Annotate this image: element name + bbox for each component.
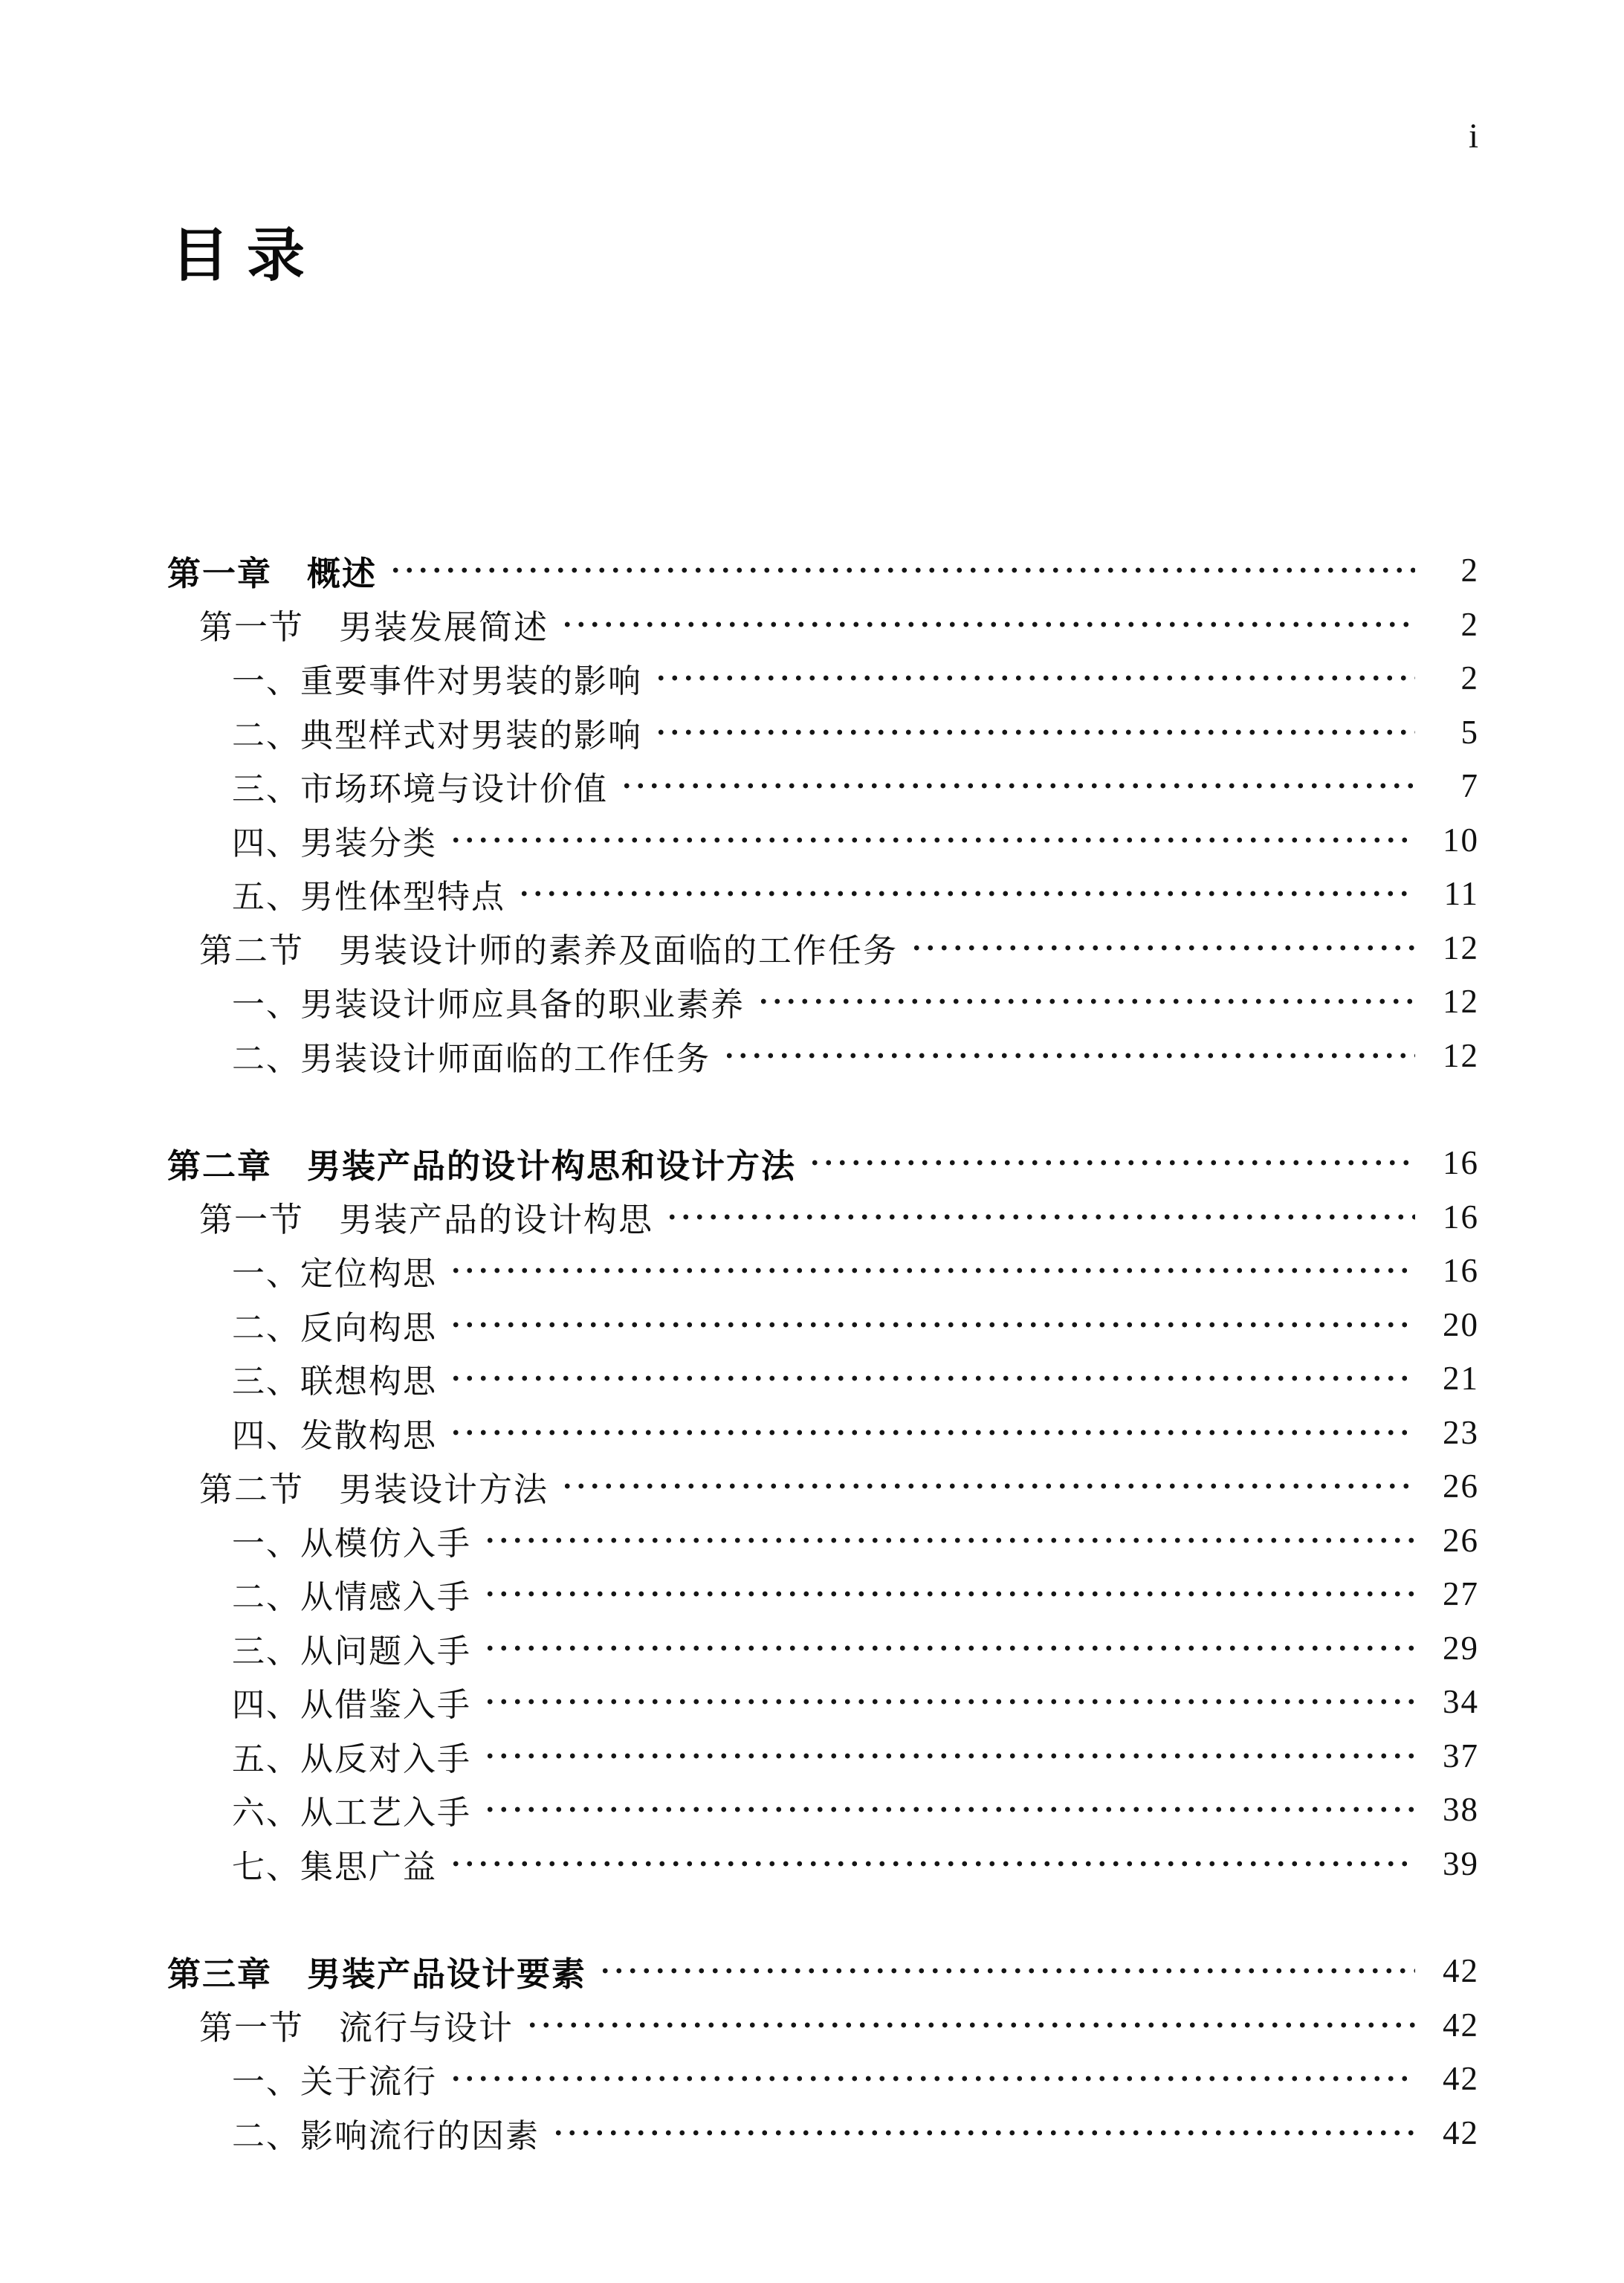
toc-entry-label: 三、从问题入手	[232, 1633, 471, 1670]
toc-entry-page: 42	[1443, 1952, 1479, 1990]
dot-leader	[721, 1029, 1415, 1083]
toc-entry-page: 2	[1460, 605, 1479, 643]
toc-entry-label: 第一节 流行与设计	[199, 2009, 514, 2047]
dot-leader	[664, 1190, 1415, 1244]
toc-entry-page: 23	[1443, 1413, 1479, 1451]
toc-entry-label: 一、定位构思	[232, 1256, 437, 1293]
toc-entry	[0, 1029, 1624, 1083]
toc-entry	[0, 1136, 1624, 1190]
dot-leader	[447, 2052, 1415, 2106]
toc-entry-page: 27	[1443, 1575, 1479, 1613]
toc-entry-page: 38	[1443, 1791, 1479, 1829]
toc-entry-label: 五、男性体型特点	[232, 879, 505, 916]
toc-entry	[0, 543, 1624, 598]
toc-entry-label: 第一章 概述	[167, 554, 378, 592]
toc-group	[0, 543, 1624, 1082]
dot-leader	[447, 1406, 1415, 1460]
toc-entry	[0, 1675, 1624, 1729]
toc-entry	[0, 1190, 1624, 1244]
dot-leader	[653, 705, 1415, 760]
toc-entry-label: 二、影响流行的因素	[232, 2117, 540, 2154]
dot-leader	[447, 1244, 1415, 1298]
toc-entry	[0, 1783, 1624, 1837]
dot-leader	[755, 975, 1415, 1029]
toc-entry-page: 7	[1460, 767, 1479, 805]
toc-entry	[0, 1729, 1624, 1783]
toc-entry-label: 一、男装设计师应具备的职业素养	[232, 986, 745, 1024]
page-number: i	[1468, 117, 1478, 155]
dot-leader	[618, 759, 1415, 813]
toc-entry	[0, 1837, 1624, 1891]
dot-leader	[447, 1837, 1415, 1891]
toc-entry-label: 第三章 男装产品设计要素	[167, 1954, 587, 1993]
toc-entry	[0, 651, 1624, 705]
toc-entry-page: 42	[1443, 2006, 1479, 2044]
dot-leader	[482, 1621, 1415, 1676]
toc-entry	[0, 1244, 1624, 1298]
dot-leader	[653, 651, 1415, 705]
toc-entry-label: 二、从情感入手	[232, 1579, 471, 1616]
toc-entry	[0, 1998, 1624, 2053]
dot-leader	[806, 1136, 1415, 1190]
dot-leader	[447, 1298, 1415, 1352]
toc-entry-label: 四、男装分类	[232, 824, 437, 862]
toc-entry-page: 39	[1443, 1844, 1479, 1882]
toc-entry-page: 16	[1443, 1198, 1479, 1236]
toc-entry-page: 42	[1443, 2060, 1479, 2098]
toc-entry	[0, 1298, 1624, 1352]
dot-leader	[908, 921, 1415, 975]
toc-entry-label: 二、典型样式对男装的影响	[232, 717, 642, 754]
toc-entry-page: 20	[1443, 1305, 1479, 1343]
toc-entry-page: 26	[1443, 1521, 1479, 1559]
toc-entry-page: 5	[1460, 713, 1479, 751]
toc-entry	[0, 598, 1624, 652]
toc-entry	[0, 1459, 1624, 1514]
toc-entry	[0, 1352, 1624, 1406]
toc-entry	[0, 975, 1624, 1029]
toc-entry-label: 一、从模仿入手	[232, 1525, 471, 1562]
toc-entry-label: 第二章 男装产品的设计构思和设计方法	[167, 1146, 797, 1185]
toc-entry	[0, 813, 1624, 868]
toc-group	[0, 1136, 1624, 1890]
toc-entry-page: 12	[1443, 1036, 1479, 1074]
toc-entry	[0, 2052, 1624, 2106]
toc-entry-page: 42	[1443, 2114, 1479, 2151]
toc-entry-label: 第一节 男装产品的设计构思	[199, 1201, 654, 1239]
toc-entry-page: 12	[1443, 983, 1479, 1021]
dot-leader	[482, 1783, 1415, 1837]
toc-entry-label: 七、集思广益	[232, 1848, 437, 1885]
toc-entry-label: 一、重要事件对男装的影响	[232, 663, 642, 700]
toc-entry-label: 一、关于流行	[232, 2064, 437, 2101]
toc-entry-page: 10	[1443, 821, 1479, 859]
toc-entry-page: 21	[1443, 1360, 1479, 1398]
dot-leader	[559, 598, 1415, 652]
toc-entry	[0, 1567, 1624, 1621]
toc-entry-label: 五、从反对入手	[232, 1740, 471, 1777]
toc-entry	[0, 1944, 1624, 1998]
toc-entry	[0, 1406, 1624, 1460]
dot-leader	[447, 813, 1415, 868]
dot-leader	[524, 1998, 1415, 2053]
toc-entry-page: 11	[1443, 875, 1479, 913]
toc-entry-label: 二、反向构思	[232, 1309, 437, 1346]
toc-entry-page: 12	[1443, 929, 1479, 966]
toc-entry	[0, 759, 1624, 813]
toc-entry-page: 2	[1460, 552, 1479, 590]
toc-entry	[0, 1621, 1624, 1676]
toc-entry-label: 第二节 男装设计师的素养及面临的工作任务	[199, 932, 899, 970]
toc-group	[0, 1944, 1624, 2160]
toc-entry	[0, 867, 1624, 921]
toc-entry	[0, 921, 1624, 975]
toc-list	[0, 543, 1624, 2160]
toc-entry	[0, 2106, 1624, 2160]
dot-leader	[482, 1514, 1415, 1568]
toc-entry-page: 26	[1443, 1467, 1479, 1505]
toc-entry-label: 三、联想构思	[232, 1363, 437, 1401]
page-title: 目录	[171, 222, 323, 288]
dot-leader	[482, 1567, 1415, 1621]
toc-entry-label: 六、从工艺入手	[232, 1795, 471, 1832]
toc-entry-label: 第二节 男装设计方法	[199, 1470, 549, 1508]
dot-leader	[516, 867, 1415, 921]
toc-entry-label: 四、从借鉴入手	[232, 1687, 471, 1724]
toc-entry-page: 34	[1443, 1683, 1479, 1721]
toc-entry-page: 29	[1443, 1629, 1479, 1667]
toc-entry-page: 37	[1443, 1737, 1479, 1775]
dot-leader	[550, 2106, 1415, 2160]
dot-leader	[447, 1352, 1415, 1406]
toc-entry-label: 四、发散构思	[232, 1417, 437, 1454]
dot-leader	[559, 1459, 1415, 1514]
toc-entry-label: 三、市场环境与设计价值	[232, 771, 608, 808]
toc-entry	[0, 705, 1624, 760]
dot-leader	[482, 1729, 1415, 1783]
toc-entry-page: 2	[1460, 659, 1479, 697]
dot-leader	[482, 1675, 1415, 1729]
toc-entry-label: 二、男装设计师面临的工作任务	[232, 1040, 711, 1077]
dot-leader	[597, 1944, 1415, 1998]
toc-entry-label: 第一节 男装发展简述	[199, 609, 549, 647]
dot-leader	[387, 543, 1415, 598]
toc-entry-page: 16	[1443, 1252, 1479, 1290]
toc-entry-page: 16	[1443, 1144, 1479, 1182]
toc-entry	[0, 1514, 1624, 1568]
